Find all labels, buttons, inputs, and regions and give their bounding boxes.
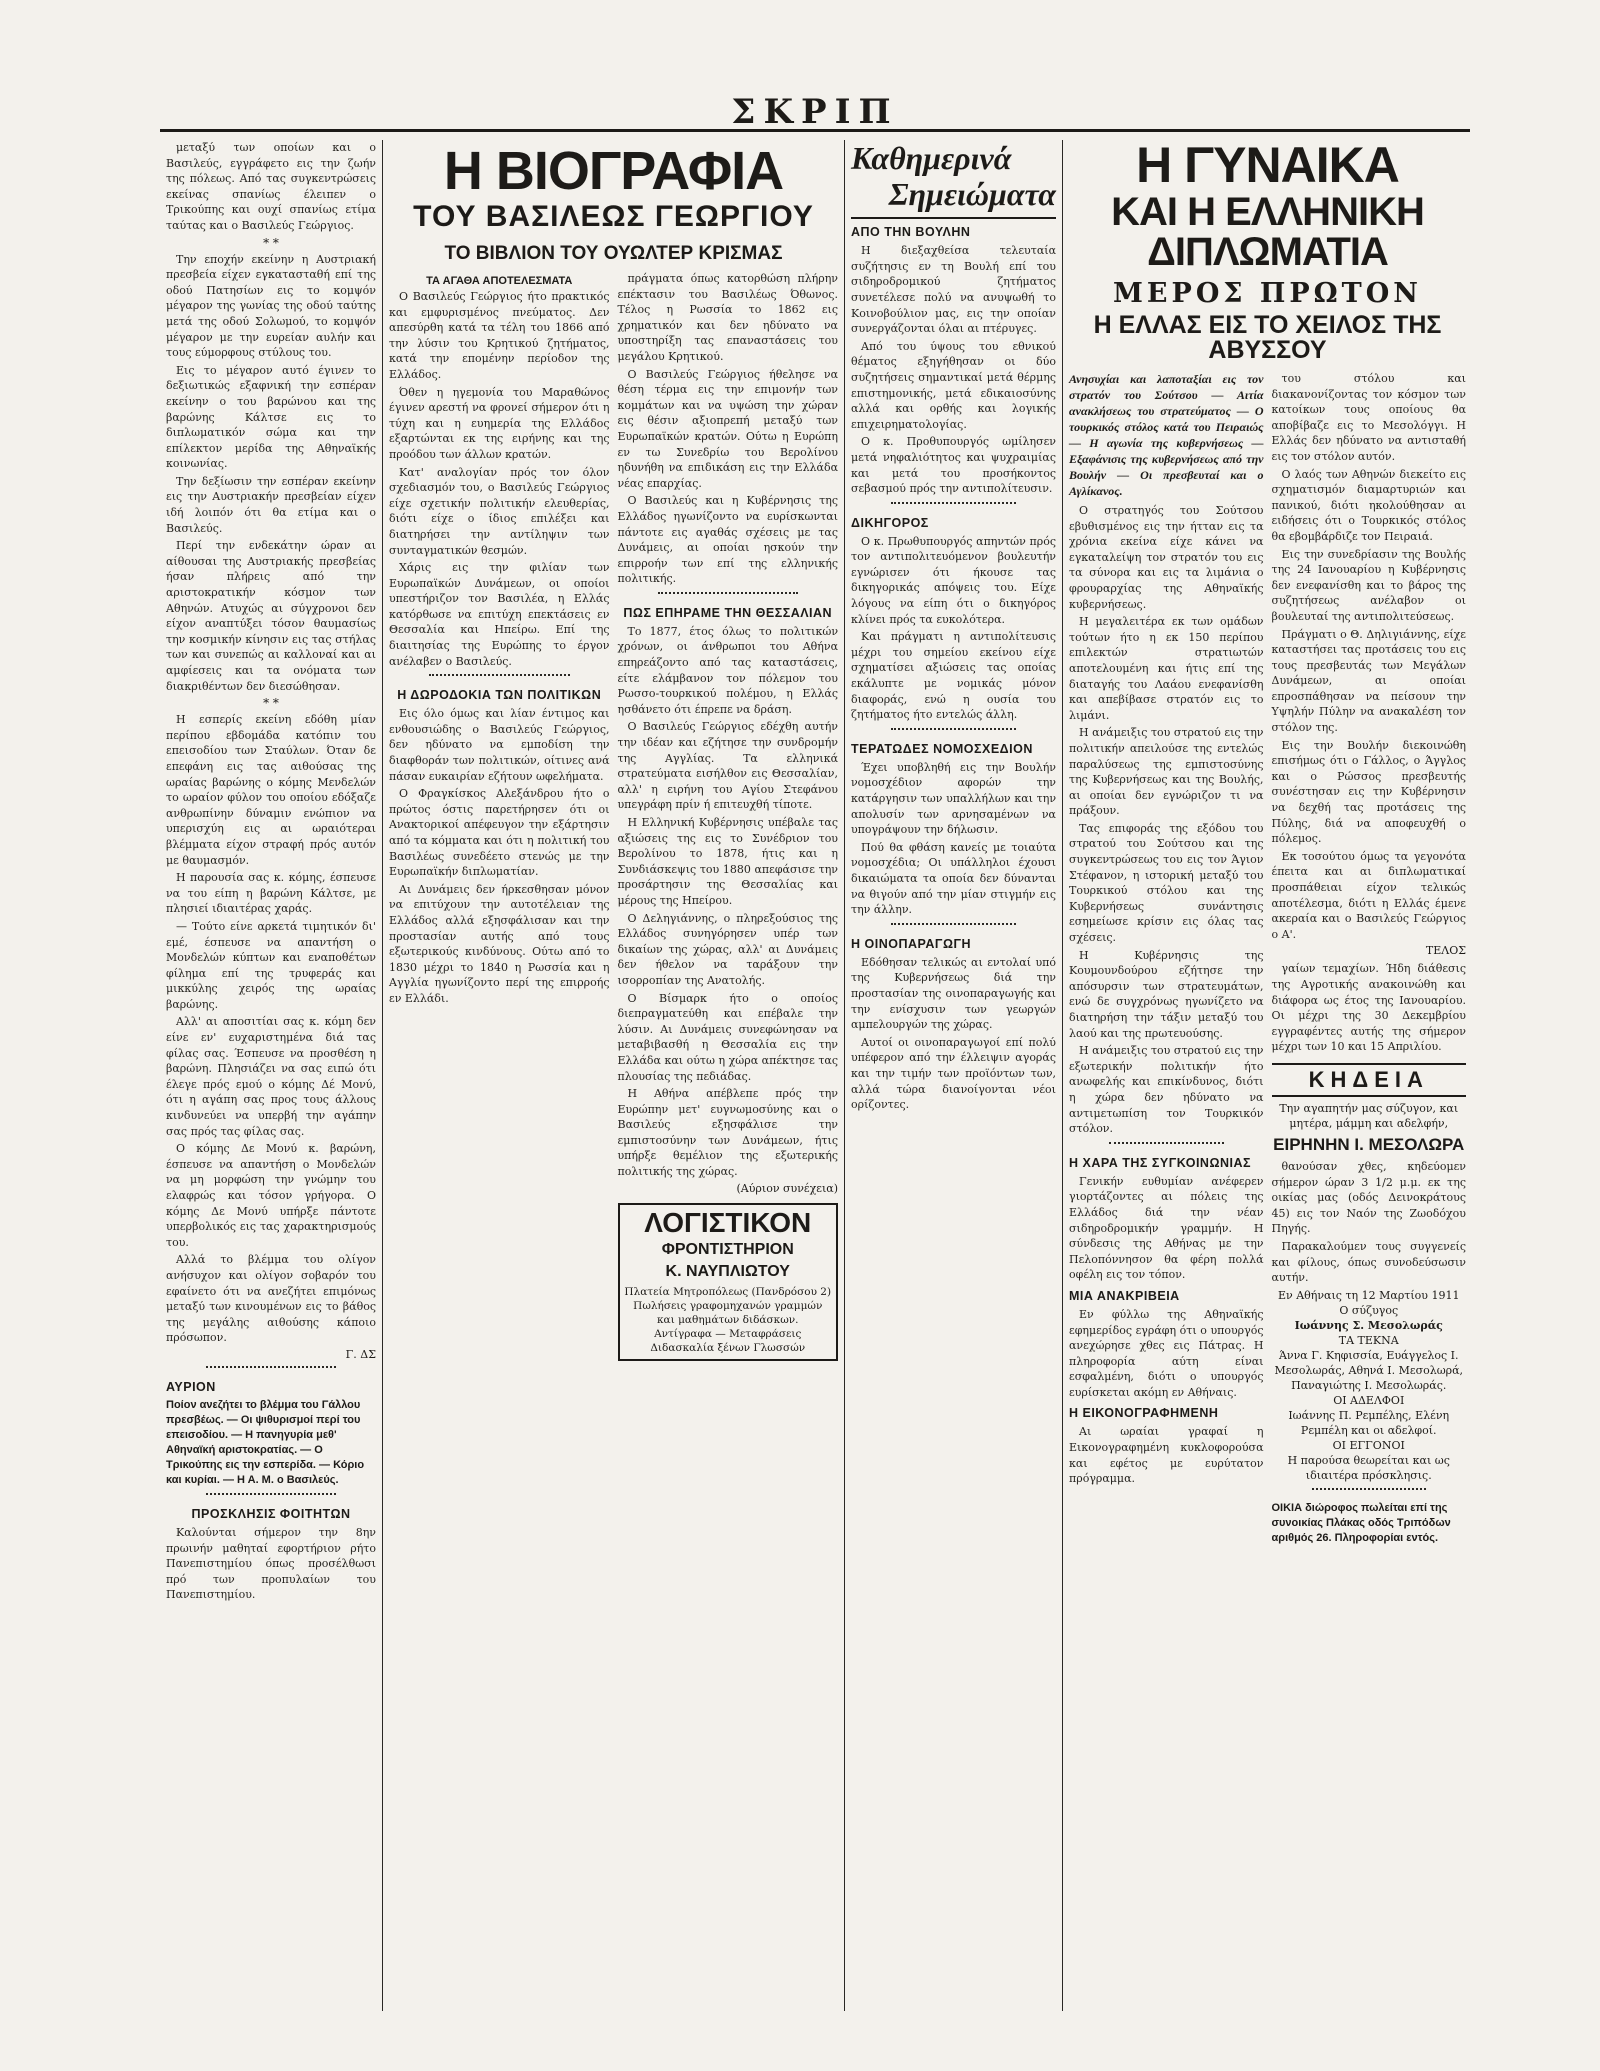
- divider: [891, 502, 1016, 510]
- paragraph: Και πράγματι η αντιπολίτευσις μέχρι του σημείου εκείνου είχε σχηματίσει αξιώσεις τας οποίας εκάλυπτε με νομικάς μόνον διαφοράς, ενώ η ουσία του ζητήματος ήτο εντελώς άλλη.: [851, 630, 1056, 722]
- signature: Γ. ΔΣ: [345, 1347, 376, 1361]
- paragraph: Πράγματι ο Θ. Δηλιγιάννης, είχε καταστήσει τας προτάσεις του εις τους πρεσβευτάς των Μεγάλων Δυνάμεων, αι οποίαι επροσπάθησαν να πείσουν την Υψηλήν Πύλην να ανακαλέση τον στόλον της.: [1271, 627, 1466, 735]
- funeral-notice-title: ΚΗΔΕΙΑ: [1272, 1063, 1467, 1097]
- section-heading: Η ΔΩΡΟΔΟΚΙΑ ΤΩΝ ΠΟΛΙΤΙΚΩΝ: [397, 688, 602, 703]
- advertisement: [618, 1203, 839, 1361]
- rule: [851, 217, 1056, 219]
- paragraph: Εις την συνεδρίασιν της Βουλής της 24 Ιανουαρίου η Κυβέρνησις δεν ενεφανίσθη και το βάρος της συζητήσεως ανέλαβον οι βουλευταί της αντιπολιτεύσεως.: [1271, 547, 1466, 623]
- funeral-spouse-label: Ο σύζυγος: [1339, 1303, 1399, 1317]
- paragraph: Εις όλο όμως και λίαν έντιμος και ενθουσιώδης ο Βασιλεύς Γεώργιος, δεν ηδύνατο να εμποδίση την διαφθοράν των πολιτικών, οίτινες ανά πάσαν ευκαιρίαν εζήτουν ωφελήματα.: [389, 707, 610, 783]
- column-diplomacy: [1062, 140, 1472, 2011]
- ad-subtitle: ΦΡΟΝΤΙΣΤΗΡΙΟΝ: [661, 1240, 794, 1258]
- paragraph: Ο Βασιλεύς και η Κυβέρνησις της Ελλάδος ηγωνίζοντο να ευρίσκωνται πάντοτε εις αγαθάς σχέσεις με τας Δυνάμεις, αι οποίαι ησκούν την επιρροήν των επί της ελληνικής πολιτικής.: [617, 494, 838, 586]
- tomorrow-text: Ποίον ανεζήτει το βλέμμα του Γάλλου πρεσβέως. — Οι ψιθυρισμοί περί του επεισοδίου. — Η πανηγυρία μεθ' Αθηναϊκή αριστοκρατίας. — Ο Τρικούπης εις την εσπερίδα. — Κόριο και κυρίαι. — Η Α. Μ. ο Βασιλεύς.: [166, 1398, 365, 1486]
- funeral-siblings-label: ΟΙ ΑΔΕΛΦΟΙ: [1333, 1393, 1405, 1407]
- paragraph: Εις την Βουλήν διεκοινώθη επισήμως ότι ο Γάλλος, ο Άγγλος και ο Ρώσσος πρεσβευτής συνέστησαν εις την Κυβέρνησιν να δεχθή τας προτάσεις της Πύλης, διά να αποφευχθή ο πόλεμος.: [1271, 738, 1466, 846]
- paragraph: Ο κ. Προθυπουργός ωμίλησεν μετά νηφαλιότητος και ψυχραιμίας και μετά του προσήκοντος σεβασμού πρός την αντιπολίτευσιν.: [851, 435, 1056, 496]
- diplomacy-left: [1069, 371, 1264, 1550]
- ad-address: Πλατεία Μητροπόλεως (Πανδρόσου 2): [624, 1285, 832, 1298]
- funeral-name: ΕΙΡΗΝΗΝ Ι. ΜΕΣΟΛΩΡΑ: [1273, 1134, 1465, 1154]
- paragraph: Ο Βασιλεύς Γεώργιος ήτο πρακτικός και εμφυρισμένος πνεύματος. Δεν απεσύρθη κατά τα τέλη του 1866 από την λύσιν του Κρητικού ζητήματος, κατά την επομένην περίοδον της Ελλάδος.: [389, 290, 610, 381]
- daily-notes-title-2: Σημειώματα: [888, 175, 1056, 212]
- biography-left: [389, 271, 610, 1369]
- column-biography: [382, 140, 844, 2011]
- funeral-note: Η παρούσα θεωρείται και ως ιδιαιτέρα πρόσκλησις.: [1287, 1453, 1450, 1482]
- paragraph: Ο κ. Πρωθυπουργός απηντών πρός τον αντιπολιτευόμενον βουλευτήν εγνώρισεν ότι ήκουσε τας δικηγορικάς απόψεις του. Είχε λόγους να είπη ότι ο δικηγόρος κλίνει πρός τα ευκολότερα.: [851, 534, 1056, 626]
- paragraph: Αι Δυνάμεις δεν ήρκεσθησαν μόνον να επιτύχουν την αυτοτέλειαν της Ελλάδος αλλά εξησφάλισαν και την προστασίαν αυτής από τους εξωτερικούς κινδύνους. Ούτω από το 1830 μέχρι το 1840 η Ρωσσία και η Αγγλία ηγωνίζοντο περί της επιρροής εν Ελλάδι.: [389, 882, 610, 1005]
- paragraph: Από του ύψους του εθνικού θέματος εξηγήθησαν οι δύο συζητήσεις σημαντικαί μετά θέρμης επιστημονικής, μετά εδικαιοσύνης αλλά και ορθής και λογικής επιχειρηματολογίας.: [851, 339, 1056, 431]
- paragraph: μεταξύ των οποίων και ο Βασιλεύς, εγγράφετο εις την ζωήν της πόλεως. Από τας συγκεντρώσεις εκείνας σπανίως έλειπεν ο Τρικούπης και ουχί σπανίως ετίμα ταύτας και ο Βασιλεύς Γεώργιος.: [166, 141, 376, 232]
- paragraph: Η παρουσία σας κ. κόμης, έσπευσε να του είπη η βαρώνη Κάλτσε, με πλησιεί ιδιαιτέρας χαράς.: [166, 871, 376, 916]
- diplomacy-title-2: ΚΑΙ Η ΕΛΛΗΝΙΚΗ ΔΙΠΛΩΜΑΤΙΑ: [1111, 190, 1424, 274]
- paragraph: Εις το μέγαρον αυτό έγινεν το δεξιωτικώς εξαφνική την εσπέραν εκείνην ο του βαρώνου και της βαρώνης Κάλτσε εις το διπλωματικόν σώμα και την επίλεκτον μερίδα της Αθηναϊκής κοινωνίας.: [166, 363, 376, 471]
- separator: * *: [263, 696, 279, 711]
- paragraph: Η εσπερίς εκείνη εδόθη μίαν περίπου εβδομάδα κατόπιν του επεισοδίου των Σταύλων. Όταν δε επεφάνη εις τας αιθούσας της ωραίας βαρώνης ο κόμης Μενδελών το ωραίον φύλον του οποίου εδόξαζε ανθρωπίνην δύναμιν ενώπιον να υπερισχύη εις αι ωραιότεραι βλέμματα είχον στραφή πρός αυτόν με θαυμασμόν.: [166, 713, 376, 867]
- paragraph: Όθεν η ηγεμονία του Μαραθώνος έγινεν αρεστή να φρονεί σήμερον ότι η τύχη και η ευημερία της Ελλάδος εξαρτώνται εκ της ειρήνης και της προόδου των άλλων κρατών.: [389, 385, 610, 461]
- paragraph: του στόλου και διακανονίζοντας τον κόσμον των κατοίκων τους οποίους θα αποβίβαζε εις το Μεσολόγγι. Η Ελλάς δεν ηδύνατο να αντισταθή εις τον στόλον αυτόν.: [1271, 372, 1466, 463]
- paragraph: Ο Βασιλεύς Γεώργιος εδέχθη αυτήν την ιδέαν και εζήτησε την συνδρομήν της Αγγλίας. Τα ελληνικά στρατεύματα εισήλθον εις Θεσσαλίαν, αλλ' η ειρήνη του Αγίου Στεφάνου υπεγράφη πρίν ή επιτευχθή τίποτε.: [617, 720, 838, 812]
- paragraph: Κατ' αναλογίαν πρός τον όλον σχεδιασμόν του, ο Βασιλεύς Γεώργιος είχε σχετικήν πολιτικήν ελευθερίας, διότι είχε ο ίδιος επιλέξει και διατηρήσει την αντίληψιν των συνταγματικών θεσμών.: [389, 465, 610, 557]
- divider: [206, 1366, 336, 1374]
- divider: [891, 923, 1016, 931]
- paragraph: — Τούτο είνε αρκετά τιμητικόν δι' εμέ, έσπευσε να απαντήση ο Μονδελών κύπτων και εναποθέτων φίλημα επί της τρυφεράς και μικκύλης χειρός της ωραίας βαρώνης.: [166, 919, 376, 1011]
- paragraph: Ο Φραγκίσκος Αλεξάνδρου ήτο ο πρώτος όστις παρετήρησεν ότι οι Ανακτορικοί απέφευγον την εξάρτησιν από τα κόμματα και ότι η πολιτική του Βασιλέως συνεδέετο στενώς με την Ευρωπαϊκήν διπλωματίαν.: [389, 787, 610, 879]
- paragraph: Ο Βίσμαρκ ήτο ο οποίος διεπραγματεύθη και επέβαλε την λύσιν. Αι Δυνάμεις συνεφώνησαν να μεταβιβασθή η Θεσσαλία εις την Ελλάδα και ούτω η χώρα απέκτησε τας πλουσίας της πεδιάδας.: [617, 991, 838, 1083]
- ad-name: Κ. ΝΑΥΠΛΙΩΤΟΥ: [665, 1262, 790, 1280]
- paragraph: Η Κυβέρνησις της Κουμουνδούρου εζήτησε την απόσυρσιν των στρατευμάτων, ενώ δε συγχρόνως ηγωνίζετο να διατηρήση την τάξιν μεταξύ του λαού και της πρωτευούσης.: [1069, 948, 1264, 1040]
- paragraph: Η μεγαλειτέρα εκ των ομάδων τούτων ήτο η εκ 150 περίπου επιλεκτών στρατιωτών αποτελουμένη και ήτις επί της διαταγής του Λαάου ενεφανίσθη και απεβίβασε στρατόν εις το λιμάνι.: [1069, 615, 1264, 722]
- masthead: [160, 92, 1470, 132]
- funeral-invite: Παρακαλούμεν τους συγγενείς και φίλους, όπως συνοδεύσωσιν αυτήν.: [1271, 1239, 1466, 1285]
- paragraph: Εν φύλλω της Αθηναϊκής εφημερίδος εγράφη ότι ο υπουργός ανεχώρησε χθες εις Πάτρας. Η πληροφορία αύτη είναι εσφαλμένη, διότι ο υπουργός ευρίσκεται ακόμη εν Αθήναις.: [1069, 1307, 1264, 1399]
- funeral-text: θανούσαν χθες, κηδεύομεν σήμερον ώραν 3 1/2 μ.μ. εκ της οικίας μας (οδός Δεινοκράτους 45) εις τον Ναόν της Ζωοδόχου Πηγής.: [1271, 1159, 1466, 1236]
- ad-title: ΛΟΓΙΣΤΙΚΟΝ: [644, 1206, 812, 1238]
- funeral-children: Άννα Γ. Κηφισσία, Ευάγγελος Ι. Μεσολωράς, Αθηνά Ι. Μεσολωρά, Παναγιώτης Ι. Μεσολωράς.: [1274, 1348, 1464, 1392]
- paragraph: Τας επιφοράς της εξόδου του στρατού του Σούτσου και της συγκεντρώσεως του εις τον Άγιον Στέφανον, η ιστορική μεταξύ του Τουρκικού στόλου και της Κυβερνήσεως συνάντησις εσημείωσε κρίσιν εις όλας τας σχέσεις.: [1069, 821, 1264, 945]
- ad-text: Πωλήσεις γραφομηχανών γραμμών και μαθημάτων διδάσκων.: [633, 1299, 823, 1326]
- column-serial: [160, 140, 382, 2011]
- divider: [429, 674, 570, 682]
- masthead-title: ΣΚΡΙΠ: [731, 92, 899, 132]
- biography-lead: ΤΑ ΑΓΑΘΑ ΑΠΟΤΕΛΕΣΜΑΤΑ: [426, 275, 573, 287]
- paragraph: Έχει υποβληθή εις την Βουλήν νομοσχέδιον αφορών την κατάργησιν των υπαλλήλων και την απολυσίν των αρνησαμένων να υπογράψουν την δήλωσιν.: [851, 760, 1056, 837]
- continued-note: (Αύριον συνέχεια): [736, 1181, 838, 1195]
- biography-title: Η ΒΙΟΓΡΑΦΙΑ: [443, 141, 784, 201]
- paragraph: Αυτοί οι οινοπαραγωγοί επί πολύ υπέφερον από την έλλειψιν αγοράς και την τιμήν των προϊόντων των, αλλά τώρα διανοίγονται νέοι ορίζοντες.: [851, 1035, 1056, 1112]
- section-heading: ΔΙΚΗΓΟΡΟΣ: [851, 515, 929, 530]
- diplomacy-body: [1069, 371, 1466, 1550]
- divider: [658, 592, 799, 600]
- students-heading: ΠΡΟΣΚΛΗΣΙΣ ΦΟΙΤΗΤΩΝ: [191, 1506, 351, 1521]
- paragraph: Ο Βασιλεύς Γεώργιος ήθελησε να θέση τέρμα εις την επιμονήν των κομμάτων και να υψώση την χώραν εις θέσιν αξιοπρεπή μεταξύ των Ευρωπαϊκών κρατών. Ούτω η Ευρώπη εν τω Συνεδρίω του Βερολίνου ηδυνήθη να επιδικάση εις την Ελλάδα νέας επαρχίας.: [617, 367, 838, 490]
- column-daily-notes: [844, 140, 1062, 2011]
- funeral-siblings: Ιωάννης Π. Ρεμπέλης, Ελένη Ρεμπέλη και οι αδελφοί.: [1288, 1408, 1450, 1437]
- section-heading: ΜΙΑ ΑΝΑΚΡΙΒΕΙΑ: [1069, 1288, 1180, 1303]
- tomorrow-heading: ΑΥΡΙΟΝ: [166, 1379, 216, 1394]
- divider: [891, 728, 1016, 736]
- paragraph: πράγματα όπως κατορθώση πλήρην επέκτασιν του Βασιλέως Όθωνος. Τέλος η Ρωσσία το 1862 εις χρηματικόν και δεν ηδύνατο να υποστηρίξη τας επαναστάσεις του μεγάλου Κρητικού.: [617, 272, 838, 363]
- funeral-date: Εν Αθήναις τη 12 Μαρτίου 1911: [1278, 1288, 1460, 1302]
- paragraph: Πού θα φθάση κανείς με τοιαύτα νομοσχέδια; Οι υπάλληλοι έχουσι δικαιώματα τα οποία δεν δύνανται να θιγούν από την μίαν στιγμήν εις την άλλην.: [851, 840, 1056, 917]
- diplomacy-title-1: Η ΓΥΝΑΙΚΑ: [1136, 140, 1399, 193]
- paragraph: Αλλ' αι αποσιτίαι σας κ. κόμη δεν είνε εν' ευχαριστημένα διά τας φίλας σας. Έσπευσε να προσθέση η βαρώνη. Πλησιάζει να σας ειπώ ότι έλεγε πρός εμού ο κόμης Δέ Μονύ, ότι η αγάπη σας προς τους άλλους κινδυνεύει να υπερβή την αγάπην σας πρός τας φίλας σας.: [166, 1015, 376, 1138]
- daily-notes-title-1: Καθημερινά: [851, 140, 1012, 176]
- classified-ad: ΟΙΚΙΑ διώροφος πωλείται επί της συνοικίας Πλάκας οδός Τριπόδων αριθμός 26. Πληροφορίαι εντός.: [1271, 1501, 1451, 1544]
- funeral-relatives-label: ΟΙ ΕΓΓΟΝΟΙ: [1332, 1438, 1405, 1452]
- divider: [1312, 1488, 1427, 1496]
- section-heading: Η ΟΙΝΟΠΑΡΑΓΩΓΗ: [851, 936, 972, 951]
- paragraph: Την εποχήν εκείνην η Αυστριακή πρεσβεία είχεν εγκατασταθή επί της οδού Πατησίων εις το κομψόν μέγαρον της γωνίας της οδού ταύτης μετά της οδού Σολωμού, το κομψόν μέγαρον με την ευρείαν αυλήν και τους εύμορφους στύλους του.: [166, 252, 376, 360]
- section-heading: ΑΠΟ ΤΗΝ ΒΟΥΛΗΝ: [851, 225, 971, 240]
- ad-services: Αντίγραφα — Μεταφράσεις Διδασκαλία ξένων Γλωσσών: [650, 1327, 806, 1354]
- diplomacy-subtitle: Η ΕΛΛΑΣ ΕΙΣ ΤΟ ΧΕΙΛΟΣ ΤΗΣ ΑΒΥΣΣΟΥ: [1093, 311, 1442, 364]
- funeral-children-label: ΤΑ ΤΕΚΝΑ: [1338, 1333, 1399, 1347]
- section-heading: Η ΕΙΚΟΝΟΓΡΑΦΗΜΕΝΗ: [1069, 1406, 1219, 1421]
- paragraph: Η ανάμειξις του στρατού εις την πολιτικήν απειλούσε της εντελώς παραλύσεως της εμπιστοσύνης της Κυβερνήσεως και της Βουλής, αι οποίαι δεν εγνώριζον τι να πράξουν.: [1069, 726, 1264, 818]
- divider: [206, 1493, 336, 1501]
- biography-body: [389, 271, 838, 1369]
- separator: * *: [263, 235, 279, 250]
- paragraph: Χάρις εις την φιλίαν των Ευρωπαϊκών Δυνάμεων, οι οποίοι υπεστήριζον τον Βασιλέα, η Ελλάς κατόρθωσε να επιτύχη επεκτάσεις εν Θεσσαλία και Ηπείρω. Επί της διαιτησίας της Ευρώπης το έργον ανέλαβεν ο Βασιλεύς.: [389, 561, 610, 668]
- paragraph: Ο κόμης Δε Μονύ κ. βαρώνη, έσπευσε να απαντήση ο Μονδελών να μη μορφώση την γνώμην του ελαφρώς και τόσον γρήγορα. Ο κόμης Δε Μονύ υπήρξε πάντοτε υπερβολικός εις τας χαρακτηρισμούς του.: [166, 1142, 376, 1249]
- diplomacy-right: [1272, 371, 1467, 1550]
- biography-subtitle-2: ΤΟ ΒΙΒΛΙΟΝ ΤΟΥ ΟΥΩΛΤΕΡ ΚΡΙΣΜΑΣ: [444, 243, 783, 264]
- students-text: Καλούνται σήμερον την 8ην πρωινήν μαθηταί εφορτήριον ρήτο Πανεπιστημίου όπως προσέλθωσι πρό των προπυλαίων του Πανεπιστημίου.: [166, 1525, 376, 1602]
- paragraph: Περί την ενδεκάτην ώραν αι αίθουσαι της Αυστριακής πρεσβείας ήσαν πλήρεις από την αριστοκρατικήν κόσμον των Αθηνών. Ατυχώς αι σύγχρονοι δεν είχον αναπτύξει τόσον θαυμασίως την κοσμικήν κίνησιν εις τας στήλας των και συνεπώς αι καλλοναί και αι αμφίεσεις και τα ονόματα των διακριθέντων δεν διεσώθησαν.: [166, 539, 376, 693]
- paragraph: Εκ τοσούτου όμως τα γεγονότα έπειτα και αι διπλωματικαί προσπάθειαι είχον τελικώς αποτέλεσμα, διότι η Ελλάς έμενε ακεραία και ο Βασιλεύς Γεώργιος ο Α'.: [1271, 849, 1466, 941]
- paragraph: Αι ωραίαι γραφαί η Εικονογραφημένη κυκλοφορούσα και εφέτος με ευρύτατον πρόγραμμα.: [1069, 1425, 1264, 1486]
- paragraph: Ο στρατηγός του Σούτσου εβυθισμένος εις την ήτταν εις τα χρόνια εκείνα είχε κάνει να εγκαταλείψη τον στρατόν του εις τα σύνορα και εις τα λιμάνια ο φρουραρχίας της Αθηναϊκής κυβερνήσεως.: [1069, 504, 1264, 611]
- funeral-intro: Την αγαπητήν μας σύζυγον, και μητέρα, μάμμη και αδελφήν,: [1279, 1101, 1459, 1130]
- paragraph: Ο Δεληγιάννης, ο πληρεξούσιος της Ελλάδος συνηγόρησεν υπέρ των δικαίων της χώρας, αλλ' αι Δυνάμεις δεν ήθελον να ταράξουν την ισορροπίαν της Ανατολής.: [617, 911, 838, 987]
- section-heading: ΤΕΡΑΤΩΔΕΣ ΝΟΜΟΣΧΕΔΙΟΝ: [851, 741, 1033, 756]
- diplomacy-part: ΜΕΡΟΣ ΠΡΩΤΟΝ: [1113, 278, 1422, 309]
- paragraph: Εδόθησαν τελικώς αι εντολαί υπό της Κυβερνήσεως διά την προστασίαν της οινοπαραγωγής και την ενίσχυσιν των γεωργών αμπελουργών της χώρας.: [851, 955, 1056, 1032]
- paragraph: Ο λαός των Αθηνών διεκείτο εις σχηματισμόν διαμαρτυριών και πανικού, διότι ηκολούθησαν αι ειδήσεις ότι ο Τουρκικός στόλος θα εβομβάρδιζε τον Πειραιά.: [1271, 467, 1466, 543]
- paragraph: Η Ελληνική Κυβέρνησις υπέβαλε τας αξιώσεις της εις το Συνέδριον του Βερολίνου το 1878, ήτις και η Συνδιάσκεψις του 1880 απεφάσισε την προσάρτησιν της Θεσσαλίας και μέρους της Ηπείρου.: [617, 816, 838, 907]
- paragraph: Η Αθήνα απέβλεπε πρός την Ευρώπην μετ' ευγνωμοσύνης και ο Βασιλεύς εξησφάλισε την εμπιστοσύνην των Δυνάμεων, ήτις υπήρξε θεμέλιον της εξωτερικής πολιτικής της χώρας.: [617, 1087, 838, 1179]
- biography-subtitle: ΤΟΥ ΒΑΣΙΛΕΩΣ ΓΕΩΡΓΙΟΥ: [413, 200, 814, 233]
- paragraph: Γενικήν ευθυμίαν ανέφερεν γιορτάζοντες αι πόλεις της Ελλάδος διά την νέαν σιδηροδρομικήν γραμμήν. Η σύνδεσις της Αθήνας με την Πελοπόννησον θα φέρη πολλά οφέλη εις τον τόπον.: [1069, 1174, 1264, 1282]
- paragraph: Αλλά το βλέμμα του ολίγον ανήσυχον και ολίγον σοβαρόν του εφαίνετο ότι να ανεζήτει επιμόνως μεταξύ των κινουμένων εις το βάθος της μεγάλης αιθούσης κάποιο πρόσωπον.: [166, 1253, 376, 1345]
- section-heading: Η ΧΑΡΑ ΤΗΣ ΣΥΓΚΟΙΝΩΝΙΑΣ: [1069, 1155, 1251, 1170]
- signoff: ΤΕΛΟΣ: [1425, 944, 1466, 958]
- funeral-spouse: Ιωάννης Σ. Μεσολωράς: [1294, 1318, 1443, 1332]
- paragraph: Η ανάμειξις του στρατού εις την εξωτερικήν πολιτικήν ήτο ανωφελής και επικίνδυνος, διότι η χώρα δεν ηδύνατο να αντιμετωπίση τον Τουρκικόν στόλον.: [1069, 1044, 1264, 1136]
- diplomacy-lead: Ανησυχίαι και λαποταξίαι εις τον στρατόν του Σούτσου — Αιτία ανακλήσεως του στρατεύματος — Ο τουρκικός στόλος κατά του Πειραιώς — Η αγωνία της κυβερνήσεως — Εξαφάνισις της κυβερνήσεως από την Βουλήν — Οι πρεσβευταί και ο Αγλίκανος.: [1069, 372, 1264, 498]
- paragraph: Την δεξίωσιν την εσπέραν εκείνην εις την Αυστριακήν πρεσβείαν είχεν ιδή λοιπόν ότι θα ετίμα και ο Βασιλεύς.: [166, 474, 376, 535]
- divider: [1109, 1142, 1224, 1150]
- paragraph: Η διεξαχθείσα τελευταία συζήτησις εν τη Βουλή επί του σιδηροδρομικού ζητήματος συνετέλεσε πολύ να ανυψωθή το Κοινοβούλιον μας, εις την οποίαν συνεργάζονται όλαι αι πτέρυγες.: [851, 244, 1056, 336]
- paragraph: γαίων τεμαχίων. Ήδη διάθεσις της Αγροτικής ανακοινώθη και διάφορα ως έτος της Ιανουαρίου. Οι μέχρι της 30 Δεκεμβρίου εγγραφέντες αυτής της σήμερον μέχρι των 10 και 15 Απριλίου.: [1271, 962, 1466, 1054]
- biography-right: [618, 271, 839, 1369]
- paragraph: Το 1877, έτος όλως το πολιτικών χρόνων, οι άνθρωποι του Αθήνα επηρεάζοντο από τας καταστάσεις, είτε ελάμβανον τον πόλεμον του Ρωσσο-τουρκικού πολέμου, η Ελλάς ησθάνετο ότι έπρεπε να δράση.: [617, 624, 838, 716]
- section-heading: ΠΩΣ ΕΠΗΡΑΜΕ ΤΗΝ ΘΕΣΣΑΛΙΑΝ: [623, 605, 833, 620]
